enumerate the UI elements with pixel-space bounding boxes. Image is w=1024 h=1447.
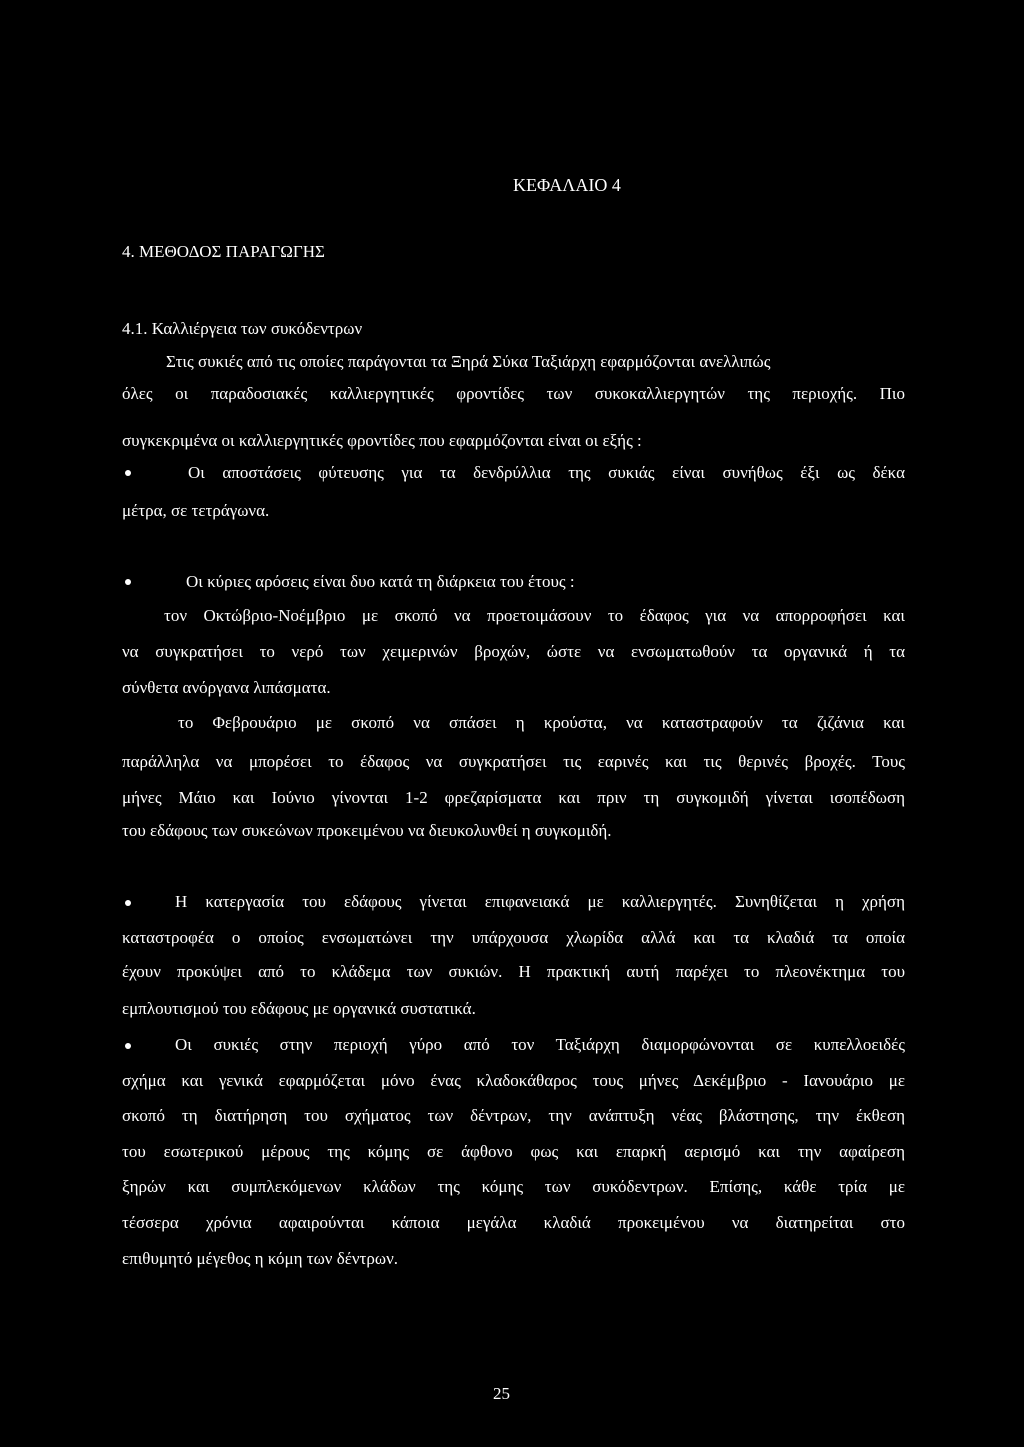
bullet4-line-4: του εσωτερικού μέρους της κόμης σε άφθονο φως και επαρκή αερισμό και την αφαίρεση: [122, 1142, 905, 1161]
bullet2-p1-line-3: σύνθετα ανόργανα λιπάσματα.: [122, 678, 331, 697]
bullet-point: [125, 1043, 131, 1049]
section-title: 4. ΜΕΘΟΔΟΣ ΠΑΡΑΓΩΓΗΣ: [122, 242, 325, 261]
bullet2-intro: Οι κύριες αρόσεις είναι δυο κατά τη διάρκεια του έτους :: [186, 572, 575, 591]
bullet2-p2-line-4: του εδάφους των συκεώνων προκειμένου να διευκολυνθεί η συγκομιδή.: [122, 821, 612, 840]
bullet2-p2-line-1: το Φεβρουάριο με σκοπό να σπάσει η κρούστα, να καταστραφούν τα ζιζάνια και: [178, 713, 905, 732]
bullet2-p1-line-1: τον Οκτώβριο-Νοέμβριο με σκοπό να προετοιμάσουν το έδαφος για να απορροφήσει και: [164, 606, 905, 625]
bullet1-line-1: Οι αποστάσεις φύτευσης για τα δενδρύλλια της συκιάς είναι συνήθως έξι ως δέκα: [188, 463, 905, 482]
intro-line-2: όλες οι παραδοσιακές καλλιεργητικές φροντίδες των συκοκαλλιεργητών της περιοχής. Πιο: [122, 384, 905, 403]
subsection-title: 4.1. Καλλιέργεια των συκόδεντρων: [122, 319, 363, 338]
chapter-title: ΚΕΦΑΛΑΙΟ 4: [513, 175, 621, 195]
intro-line-1: Στις συκιές από τις οποίες παράγονται τα Ξηρά Σύκα Ταξιάρχη εφαρμόζονται ανελλιπώς: [166, 352, 771, 371]
bullet1-line-2: μέτρα, σε τετράγωνα.: [122, 501, 270, 520]
bullet-point: [125, 579, 131, 585]
bullet2-p2-line-2: παράλληλα να μπορέσει το έδαφος να συγκρατήσει τις εαρινές και τις θερινές βροχές. Τους: [122, 752, 905, 771]
bullet4-line-6: τέσσερα χρόνια αφαιρούνται κάποια μεγάλα κλαδιά προκειμένου να διατηρείται στο: [122, 1213, 905, 1232]
bullet4-line-7: επιθυμητό μέγεθος η κόμη των δέντρων.: [122, 1249, 399, 1268]
bullet4-line-1: Οι συκιές στην περιοχή γύρο από τον Ταξιάρχη διαμορφώνονται σε κυπελλοειδές: [175, 1035, 905, 1054]
bullet-point: [125, 900, 131, 906]
bullet4-line-2: σχήμα και γενικά εφαρμόζεται μόνο ένας κλαδοκάθαρος τους μήνες Δεκέμβριο - Ιανουάριο με: [122, 1071, 905, 1090]
bullet4-line-3: σκοπό τη διατήρηση του σχήματος των δέντρων, την ανάπτυξη νέας βλάστησης, την έκθεση: [122, 1106, 905, 1125]
page-number: 25: [493, 1384, 510, 1403]
bullet3-line-4: εμπλουτισμού του εδάφους με οργανικά συστατικά.: [122, 999, 476, 1018]
bullet-point: [125, 470, 131, 476]
bullet2-p2-line-3: μήνες Μάιο και Ιούνιο γίνονται 1-2 φρεζαρίσματα και πριν τη συγκομιδή γίνεται ισοπέδωση: [122, 788, 905, 807]
bullet3-line-2: καταστροφέα ο οποίος ενσωματώνει την υπάρχουσα χλωρίδα αλλά και τα κλαδιά τα οποία: [122, 928, 905, 947]
bullet4-line-5: ξηρών και συμπλεκόμενων κλάδων της κόμης των συκόδεντρων. Επίσης, κάθε τρία με: [122, 1177, 905, 1196]
bullet3-line-3: έχουν προκύψει από το κλάδεμα των συκιών. Η πρακτική αυτή παρέχει το πλεονέκτημα του: [122, 962, 905, 981]
intro-line-3: συγκεκριμένα οι καλλιεργητικές φροντίδες που εφαρμόζονται είναι οι εξής :: [122, 431, 642, 450]
bullet3-line-1: Η κατεργασία του εδάφους γίνεται επιφανειακά με καλλιεργητές. Συνηθίζεται η χρήση: [175, 892, 905, 911]
bullet2-p1-line-2: να συγκρατήσει το νερό των χειμερινών βροχών, ώστε να ενσωματωθούν τα οργανικά ή τα: [122, 642, 905, 661]
